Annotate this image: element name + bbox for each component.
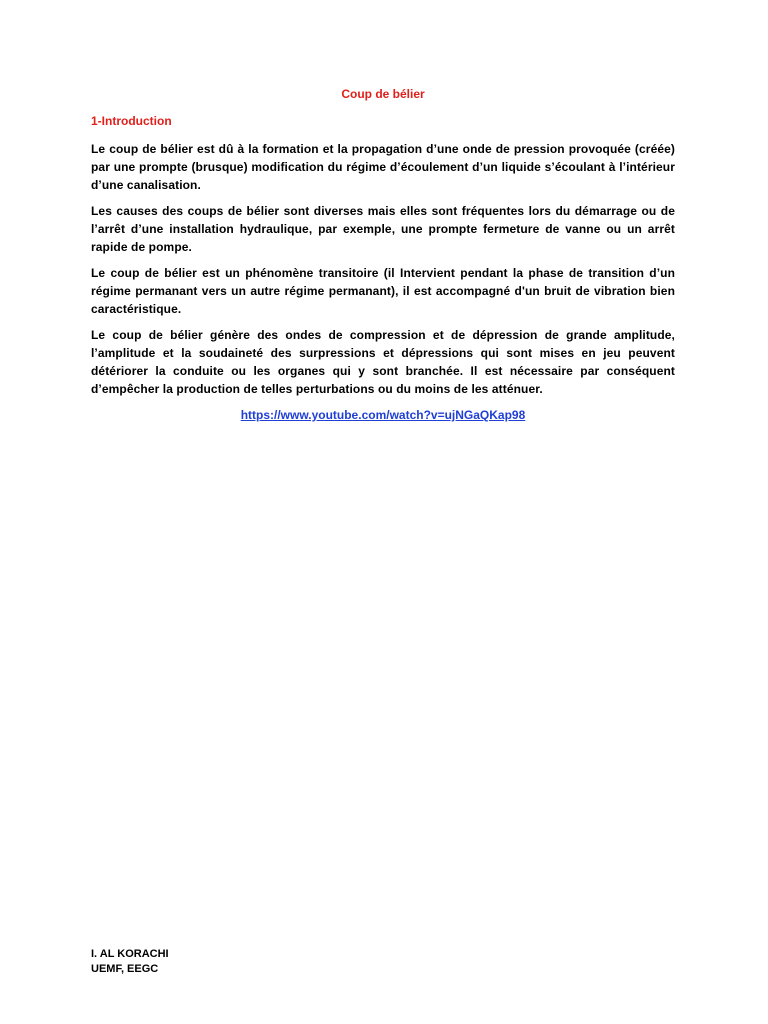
- paragraph-transient: Le coup de bélier est un phénomène transitoire (il Intervient pendant la phase de transition d’un régime permanant vers un autre régime permanant), il est accompagné d'un bruit de vibration bien caractéristique.: [91, 266, 675, 316]
- video-link-line: [91, 406, 675, 424]
- section-heading-introduction: 1-Introduction: [91, 114, 172, 128]
- document-page: [91, 0, 675, 1024]
- footer-author: I. AL KORACHI: [91, 948, 169, 960]
- youtube-link[interactable]: https://www.youtube.com/watch?v=ujNGaQKap98: [240, 408, 526, 422]
- page-title: Coup de bélier: [341, 87, 425, 101]
- paragraph-causes: Les causes des coups de bélier sont diverses mais elles sont fréquentes lors du démarrage ou de l’arrêt d’une installation hydraulique, par exemple, une prompte fermeture de vanne ou un arrêt rapide de pompe.: [91, 204, 675, 254]
- body-text: [91, 140, 675, 424]
- footer: [91, 947, 169, 977]
- footer-affiliation: UEMF, EEGC: [91, 963, 159, 975]
- paragraph-definition: Le coup de bélier est dû à la formation et la propagation d’une onde de pression provoquée (créée) par une prompte (brusque) modification du régime d’écoulement d’un liquide s’écoulant à l’intérieur d’une canalisation.: [91, 142, 675, 192]
- paragraph-effects: Le coup de bélier génère des ondes de compression et de dépression de grande amplitude, l’amplitude et la soudaineté des surpressions et dépressions qui sont mises en jeu peuvent détériorer la conduite ou les organes qui y sont branchée. Il est nécessaire par conséquent d’empêcher la production de telles perturbations ou du moins de les atténuer.: [91, 328, 675, 396]
